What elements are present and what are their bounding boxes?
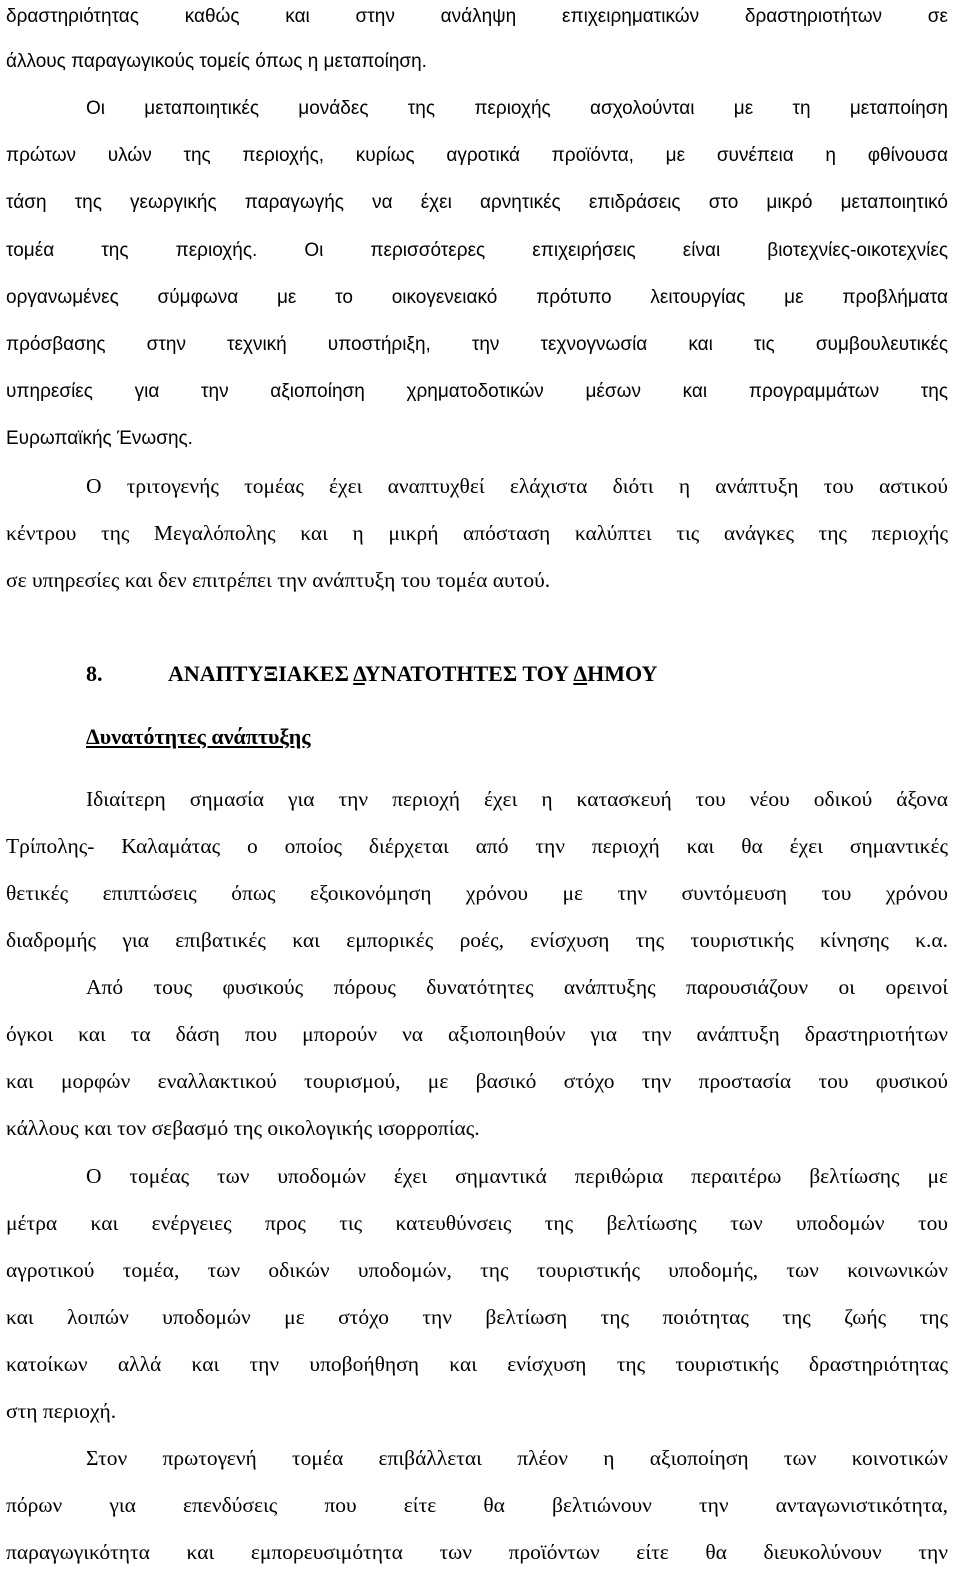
text-line: δραστηριότητας καθώς και στην ανάληψη επιχειρηματικών δραστηριοτήτων σε: [6, 6, 948, 27]
text-line: Τρίπολης- Καλαμάτας ο οποίος διέρχεται από την περιοχή και θα έχει σημαντικές: [6, 834, 948, 858]
text-line: τομέα της περιοχής. Οι περισσότερες επιχειρήσεις είναι βιοτεχνίες-οικοτεχνίες: [6, 240, 948, 261]
text-line: Ο τομέας των υποδομών έχει σημαντικά περιθώρια περαιτέρω βελτίωσης με: [86, 1164, 948, 1188]
text-line: τάση της γεωργικής παραγωγής να έχει αρνητικές επιδράσεις στο μικρό μεταποιητικό: [6, 192, 948, 213]
subheading: Δυνατότητες ανάπτυξης: [86, 724, 311, 749]
section-number: 8.: [86, 661, 103, 686]
text-line: Στον πρωτογενή τομέα επιβάλλεται πλέον η αξιοποίηση των κοινοτικών: [86, 1446, 948, 1470]
subheading-row: [86, 722, 948, 752]
section-title: ΑΝΑΠΤΥΞΙΑΚΕΣ ΔΥΝΑΤΟΤΗΤΕΣ ΤΟΥ ΔΗΜΟΥ: [168, 661, 658, 686]
text-line: θετικές επιπτώσεις όπως εξοικονόμηση χρόνου με την συντόμευση του χρόνου: [6, 881, 948, 905]
text-line: Ο τριτογενής τομέας έχει αναπτυχθεί ελάχιστα διότι η ανάπτυξη του αστικού: [86, 474, 948, 498]
text-line: Οι μεταποιητικές μονάδες της περιοχής ασχολούνται με τη μεταποίηση: [86, 98, 948, 119]
text-line: κατοίκων αλλά και την υποβοήθηση και ενίσχυση της τουριστικής δραστηριότητας: [6, 1352, 948, 1376]
text-line: μέτρα και ενέργειες προς τις κατευθύνσεις της βελτίωσης των υποδομών του: [6, 1211, 948, 1235]
text-line: πρώτων υλών της περιοχής, κυρίως αγροτικά προϊόντα, με συνέπεια η φθίνουσα: [6, 145, 948, 166]
text-line: πρόσβασης στην τεχνική υποστήριξη, την τεχνογνωσία και τις συμβουλευτικές: [6, 334, 948, 355]
text-line: και λοιπών υποδομών με στόχο την βελτίωση της ποιότητας της ζωής της: [6, 1305, 948, 1329]
text-line: Ιδιαίτερη σημασία για την περιοχή έχει η κατασκευή του νέου οδικού άξονα: [86, 787, 948, 811]
text-line: όγκοι και τα δάση που μπορούν να αξιοποιηθούν για την ανάπτυξη δραστηριοτήτων: [6, 1022, 948, 1046]
text-line: άλλους παραγωγικούς τομείς όπως η μεταποίηση.: [6, 51, 427, 72]
text-line: Ευρωπαϊκής Ένωσης.: [6, 428, 193, 449]
text-line: κέντρου της Μεγαλόπολης και η μικρή απόσταση καλύπτει τις ανάγκες της περιοχής: [6, 521, 948, 545]
text-line: κάλλους και τον σεβασμό της οικολογικής ισορροπίας.: [6, 1116, 480, 1140]
text-line: στη περιοχή.: [6, 1399, 117, 1423]
text-line: υπηρεσίες για την αξιοποίηση χρηματοδοτικών μέσων και προγραμμάτων της: [6, 381, 948, 402]
text-line: οργανωμένες σύμφωνα με το οικογενειακό πρότυπο λειτουργίας με προβλήματα: [6, 287, 948, 308]
text-line: πόρων για επενδύσεις που είτε θα βελτιώνουν την ανταγωνιστικότητα,: [6, 1493, 948, 1517]
section-heading: [6, 659, 948, 689]
text-line: αγροτικού τομέα, των οδικών υποδομών, της τουριστικής υποδομής, των κοινωνικών: [6, 1258, 948, 1282]
text-line: παραγωγικότητα και εμπορευσιμότητα των προϊόντων είτε θα διευκολύνουν την: [6, 1540, 948, 1564]
text-line: σε υπηρεσίες και δεν επιτρέπει την ανάπτυξη του τομέα αυτού.: [6, 568, 551, 592]
text-line: διαδρομής για επιβατικές και εμπορικές ροές, ενίσχυση της τουριστικής κίνησης κ.α.: [6, 928, 948, 952]
text-line: Από τους φυσικούς πόρους δυνατότητες ανάπτυξης παρουσιάζουν οι ορεινοί: [86, 975, 948, 999]
text-line: και μορφών εναλλακτικού τουρισμού, με βασικό στόχο την προστασία του φυσικού: [6, 1069, 948, 1093]
